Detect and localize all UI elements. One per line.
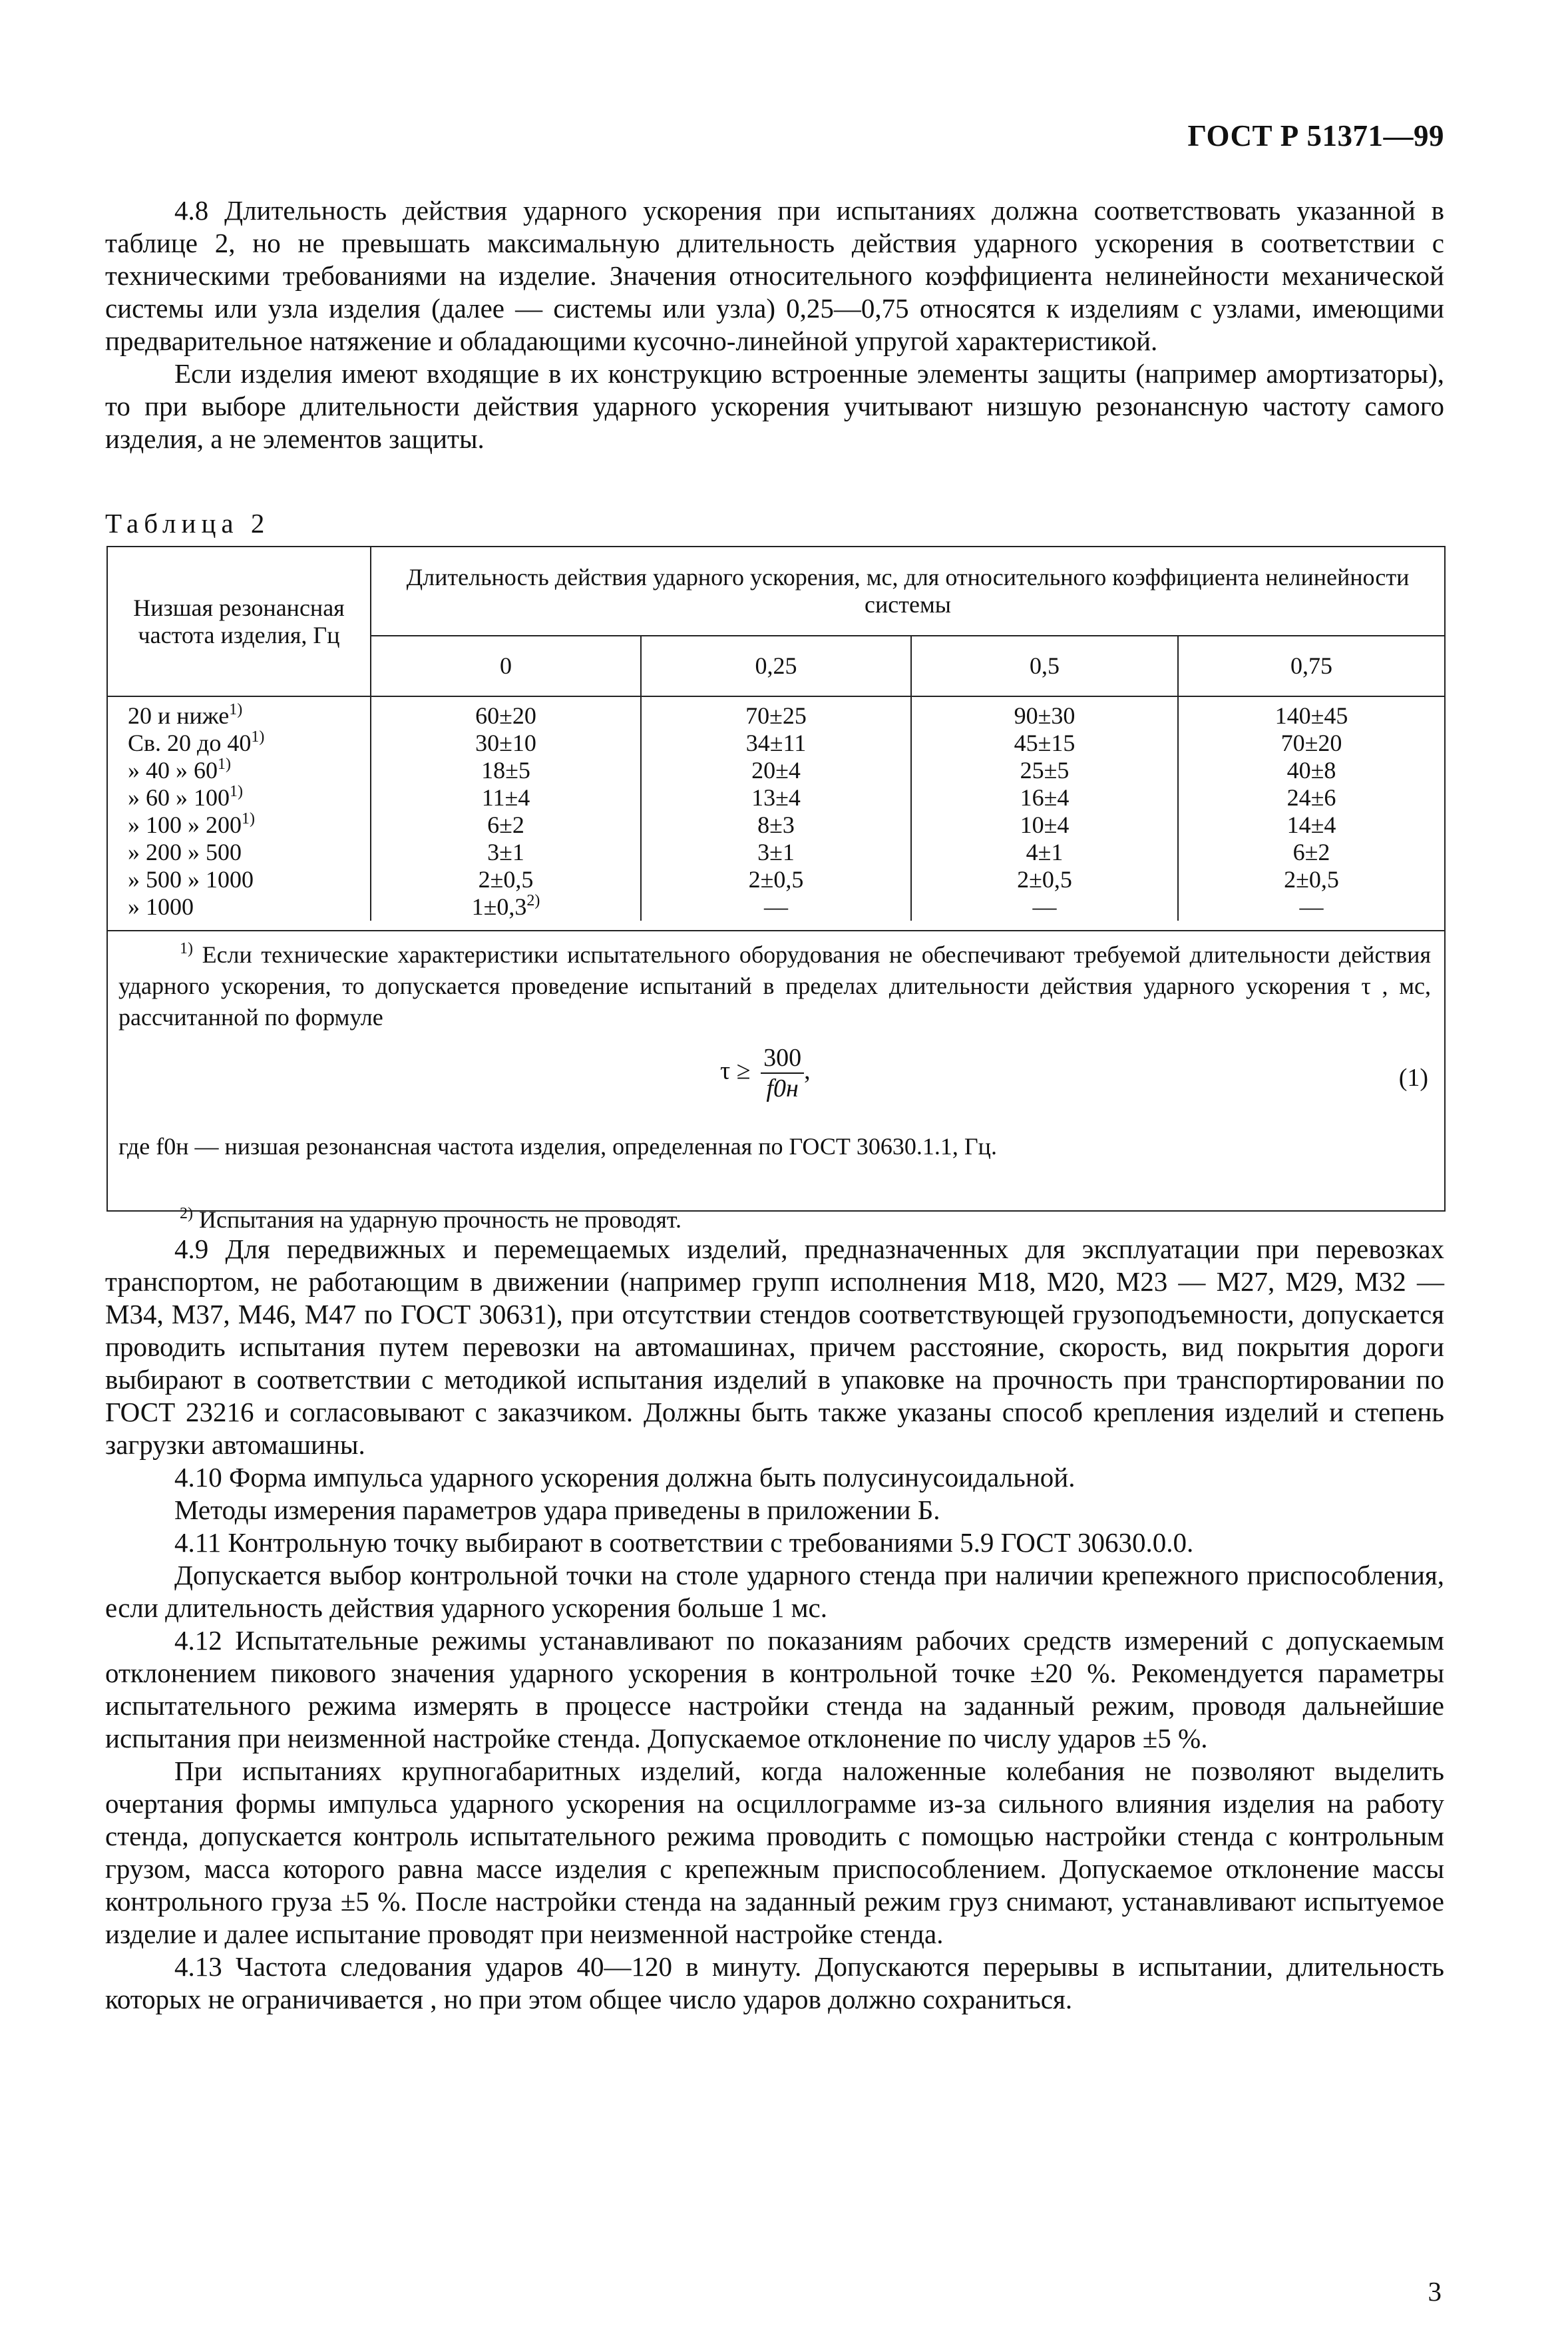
- table-cell-value: 1±0,3: [471, 893, 527, 920]
- table-cell: 3±1: [641, 839, 911, 866]
- table-cell: 30±10: [371, 730, 641, 757]
- paragraph: Допускается выбор контрольной точки на столе ударного стенда при наличии крепежного приспособления, если длительность действия ударного ускорения больше 1 мс.: [105, 1560, 1444, 1623]
- document-header: ГОСТ Р 51371—99: [1187, 119, 1444, 152]
- table-cell: 34±11: [641, 730, 911, 757]
- table-cell: 25±5: [911, 757, 1178, 784]
- frequency-range: 20 и ниже: [128, 702, 230, 729]
- page-number: 3: [1428, 2276, 1442, 2307]
- paragraph: 4.11 Контрольную точку выбирают в соответствии с требованиями 5.9 ГОСТ 30630.0.0.: [174, 1527, 1194, 1558]
- frequency-range: » 40 » 60: [128, 757, 218, 784]
- frequency-range: » 60 » 100: [128, 784, 230, 811]
- table-row: [108, 757, 1444, 784]
- footnote-2: [118, 1204, 1431, 1236]
- footnote-mark: 1): [242, 810, 255, 827]
- table-cell: 90±30: [911, 696, 1178, 730]
- formula-tail: ,: [804, 1056, 811, 1085]
- formula-numerator: 300: [761, 1043, 804, 1074]
- column-header: 0: [371, 636, 641, 696]
- table-cell: [371, 893, 641, 921]
- paragraph: Методы измерения параметров удара приведены в приложении Б.: [174, 1495, 940, 1525]
- table-cell: 2±0,5: [641, 866, 911, 893]
- table-cell: 8±3: [641, 812, 911, 839]
- table-row: [108, 839, 1444, 866]
- formula-fraction: [761, 1043, 804, 1103]
- table-cell: 16±4: [911, 784, 1178, 812]
- table-row: [108, 893, 1444, 921]
- footnote-mark: 1): [230, 783, 243, 800]
- footnote-mark: 1): [229, 701, 243, 718]
- row-header: Низшая резонансная частота изделия, Гц: [108, 547, 371, 696]
- formula-number: (1): [1398, 1064, 1428, 1092]
- data-table: [108, 547, 1444, 921]
- table-row: [108, 730, 1444, 757]
- group-header: Длительность действия ударного ускорения, мс, для относительного коэффициента нелинейности системы: [371, 547, 1444, 636]
- table-cell: 13±4: [641, 784, 911, 812]
- formula: [720, 1043, 811, 1103]
- formula-lhs: τ ≥: [720, 1056, 751, 1085]
- formula-where: где f0н — низшая резонансная частота изделия, определенная по ГОСТ 30630.1.1, Гц.: [118, 1133, 997, 1160]
- table-cell: 2±0,5: [911, 866, 1178, 893]
- table-cell: 40±8: [1178, 757, 1444, 784]
- table-row: [108, 866, 1444, 893]
- frequency-range: » 1000: [128, 893, 194, 920]
- frequency-range: » 500 » 1000: [128, 866, 254, 893]
- footnote-mark: 2): [526, 892, 540, 909]
- table-notes: [108, 930, 1444, 1233]
- table-2: [106, 546, 1446, 1233]
- table-cell: 2±0,5: [371, 866, 641, 893]
- requirements-section: [105, 1233, 1444, 2016]
- table-cell: 2±0,5: [1178, 866, 1444, 893]
- footnote-1-text: Если технические характеристики испытательного оборудования не обеспечивают требуемой длительности действия ударного ускорения, то допускается проведение испытаний в пределах длительности действия ударного ускорения τ , мс, рассчитанной по формуле: [118, 941, 1432, 1031]
- frequency-range: » 200 » 500: [128, 839, 242, 865]
- table-cell: 20±4: [641, 757, 911, 784]
- paragraph: 4.12 Испытательные режимы устанавливают по показаниям рабочих средств измерений с допускаемым отклонением пикового значения ударного ускорения в контрольной точке ±20 %. Рекомендуется параметры испытательного режима измерять в процессе настройки стенда на заданный режим, проводя дальнейшие испытания при неизменной настройке стенда. Допускаемое отклонение по числу ударов ±5 %.: [105, 1625, 1444, 1753]
- intro-section: [105, 194, 1444, 455]
- table-cell: 6±2: [1178, 839, 1444, 866]
- table-cell: 60±20: [371, 696, 641, 730]
- column-header: 0,25: [641, 636, 911, 696]
- footnote-2-text: Испытания на ударную прочность не проводят.: [199, 1206, 682, 1233]
- table-row: [108, 784, 1444, 812]
- formula-denominator: f0н: [766, 1074, 799, 1102]
- paragraph: При испытаниях крупногабаритных изделий, когда наложенные колебания не позволяют выделить очертания формы импульса ударного ускорения на осциллограмме из-за сильного влияния изделия на работу стенда, допускается контроль испытательного режима проводить с помощью настройки стенда с контрольным грузом, масса которого равна массе изделия с крепежным приспособлением. Допускаемое отклонение массы контрольного груза ±5 %. После настройки стенда на заданный режим груз снимают, устанавливают испытуемое изделие и далее испытание проводят при неизменной настройке стенда.: [105, 1755, 1444, 1949]
- footnote-mark: 2): [180, 1205, 193, 1222]
- footnote-mark: 1): [251, 728, 265, 746]
- table-cell: 11±4: [371, 784, 641, 812]
- table-cell: —: [911, 893, 1178, 921]
- footnote-mark: 1): [218, 756, 231, 773]
- paragraph: 4.13 Частота следования ударов 40—120 в минуту. Допускаются перерывы в испытании, длительность которых не ограничивается , но при этом общее число ударов должно сохраниться.: [105, 1951, 1444, 2014]
- table-cell: 6±2: [371, 812, 641, 839]
- table-cell: —: [641, 893, 911, 921]
- table-caption: Таблица 2: [105, 508, 270, 539]
- column-header: 0,75: [1178, 636, 1444, 696]
- paragraph: 4.9 Для передвижных и перемещаемых изделий, предназначенных для эксплуатации при перевозках транспортом, не работающим в движении (например групп исполнения М18, М20, М23 — М27, М29, М32 — М34, М37, М46, М47 по ГОСТ 30631), при отсутствии стендов соответствующей грузоподъемности, допускается проводить испытания путем перевозки на автомашинах, причем расстояние, скорость, вид покрытия дороги выбирают в соответствии с методикой испытания изделий в упаковке на прочность при транспортировании по ГОСТ 23216 и согласовывают с заказчиком. Должны быть также указаны способ крепления изделий и степень загрузки автомашины.: [105, 1234, 1444, 1460]
- footnote-1: [118, 939, 1431, 1033]
- table-cell: 14±4: [1178, 812, 1444, 839]
- paragraph-4-8: 4.8 Длительность действия ударного ускорения при испытаниях должна соответствовать указанной в таблице 2, но не превышать максимальную длительность действия ударного ускорения в соответствии с техническими требованиями на изделие. Значения относительного коэффициента нелинейности механической системы или узла изделия (далее — системы или узла) 0,25—0,75 относятся к изделиям с узлами, имеющими предварительное натяжение и обладающими кусочно-линейной упругой характеристикой.: [105, 195, 1444, 356]
- table-cell: 10±4: [911, 812, 1178, 839]
- paragraph-protection: Если изделия имеют входящие в их конструкцию встроенные элементы защиты (например амортизаторы), то при выборе длительности действия ударного ускорения учитывают низшую резонансную частоту самого изделия, а не элементов защиты.: [105, 358, 1444, 454]
- paragraph: 4.10 Форма импульса ударного ускорения должна быть полусинусоидальной.: [174, 1462, 1076, 1493]
- footnote-mark: 1): [180, 940, 193, 957]
- table-cell: 4±1: [911, 839, 1178, 866]
- table-cell: 140±45: [1178, 696, 1444, 730]
- table-row: [108, 812, 1444, 839]
- column-header: 0,5: [911, 636, 1178, 696]
- frequency-range: Св. 20 до 40: [128, 730, 252, 756]
- table-cell: 70±25: [641, 696, 911, 730]
- table-cell: 45±15: [911, 730, 1178, 757]
- frequency-range: » 100 » 200: [128, 812, 242, 838]
- table-cell: 3±1: [371, 839, 641, 866]
- table-cell: 24±6: [1178, 784, 1444, 812]
- table-cell: 18±5: [371, 757, 641, 784]
- table-cell: —: [1178, 893, 1444, 921]
- table-cell: 70±20: [1178, 730, 1444, 757]
- table-row: [108, 696, 1444, 730]
